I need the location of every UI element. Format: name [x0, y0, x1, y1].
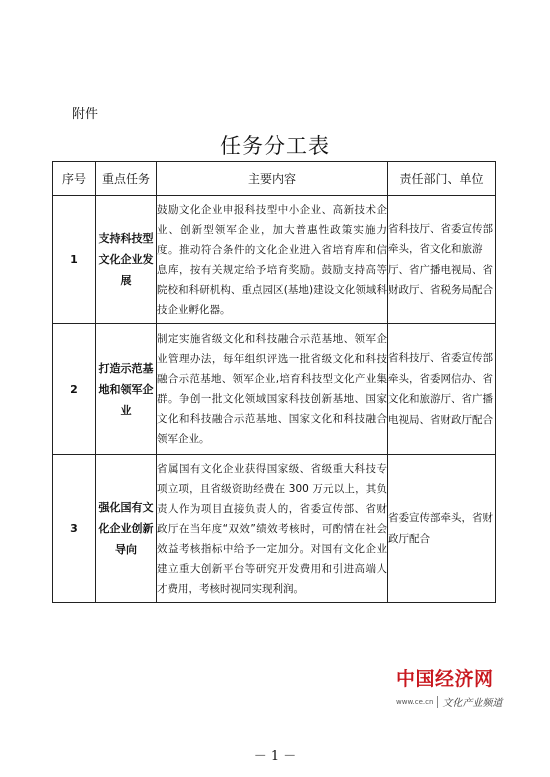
- row-departments: 省科技厅、省委宣传部牵头，省文化和旅游厅、省广播电视局、省财政厅、省税务局配合: [388, 196, 496, 324]
- logo-url: www.ce.cn: [396, 697, 434, 706]
- column-header-number: 序号: [53, 162, 96, 196]
- table-header-row: [53, 162, 496, 196]
- row-task: 支持科技型文化企业发展: [96, 196, 157, 324]
- logo-subline: [396, 694, 516, 709]
- table-row: [53, 455, 496, 603]
- logo-channel: 文化产业频道: [442, 698, 503, 709]
- row-departments: 省科技厅、省委宣传部牵头，省委网信办、省文化和旅游厅、省广播电视局、省财政厅配合: [388, 324, 496, 455]
- row-task: 打造示范基地和领军企业: [96, 324, 157, 455]
- table-row: [53, 324, 496, 455]
- row-number: 1: [53, 196, 96, 324]
- row-number: 3: [53, 455, 96, 603]
- row-content: 制定实施省级文化和科技融合示范基地、领军企业管理办法，每年组织评选一批省级文化和科技融合示范基地、领军企业,培育科技型文化产业集群。争创一批文化领域国家科技创新基地、国家文化和科技融合示范基地、国家文化和科技融合领军企业。: [157, 324, 388, 455]
- row-number: 2: [53, 324, 96, 455]
- column-header-task: 重点任务: [96, 162, 157, 196]
- column-header-content: 主要内容: [157, 162, 388, 196]
- task-table: [52, 161, 496, 603]
- page-title: 任务分工表: [220, 134, 330, 158]
- row-content: 省属国有文化企业获得国家级、省级重大科技专项立项，且省级资助经费在 300 万元以上，其负责人作为项目直接负责人的，省委宣传部、省财政厅在当年度“双效”绩效考核时，可酌情在社会效益考核指标中给予一定加分。对国有文化企业建立重大创新平台等研究开发费用和引进高端人才费用，考核时视同实现利润。: [157, 455, 388, 603]
- logo-brand: 中国经济网: [396, 668, 494, 690]
- attachment-label: 附件: [72, 107, 99, 122]
- page-number: － 1 －: [253, 749, 297, 764]
- column-header-departments: 责任部门、单位: [388, 162, 496, 196]
- table-row: [53, 196, 496, 324]
- row-content: 鼓励文化企业申报科技型中小企业、高新技术企业、创新型领军企业，加大普惠性政策实施力度。推动符合条件的文化企业进入省培育库和信息库，按有关规定给予培育奖励。鼓励支持高等院校和科研机构、重点园区(基地)建设文化领域科技企业孵化器。: [157, 196, 388, 324]
- logo-divider: [437, 696, 438, 708]
- row-departments: 省委宣传部牵头，省财政厅配合: [388, 455, 496, 603]
- row-task: 强化国有文化企业创新导向: [96, 455, 157, 603]
- watermark-logo: [396, 664, 516, 709]
